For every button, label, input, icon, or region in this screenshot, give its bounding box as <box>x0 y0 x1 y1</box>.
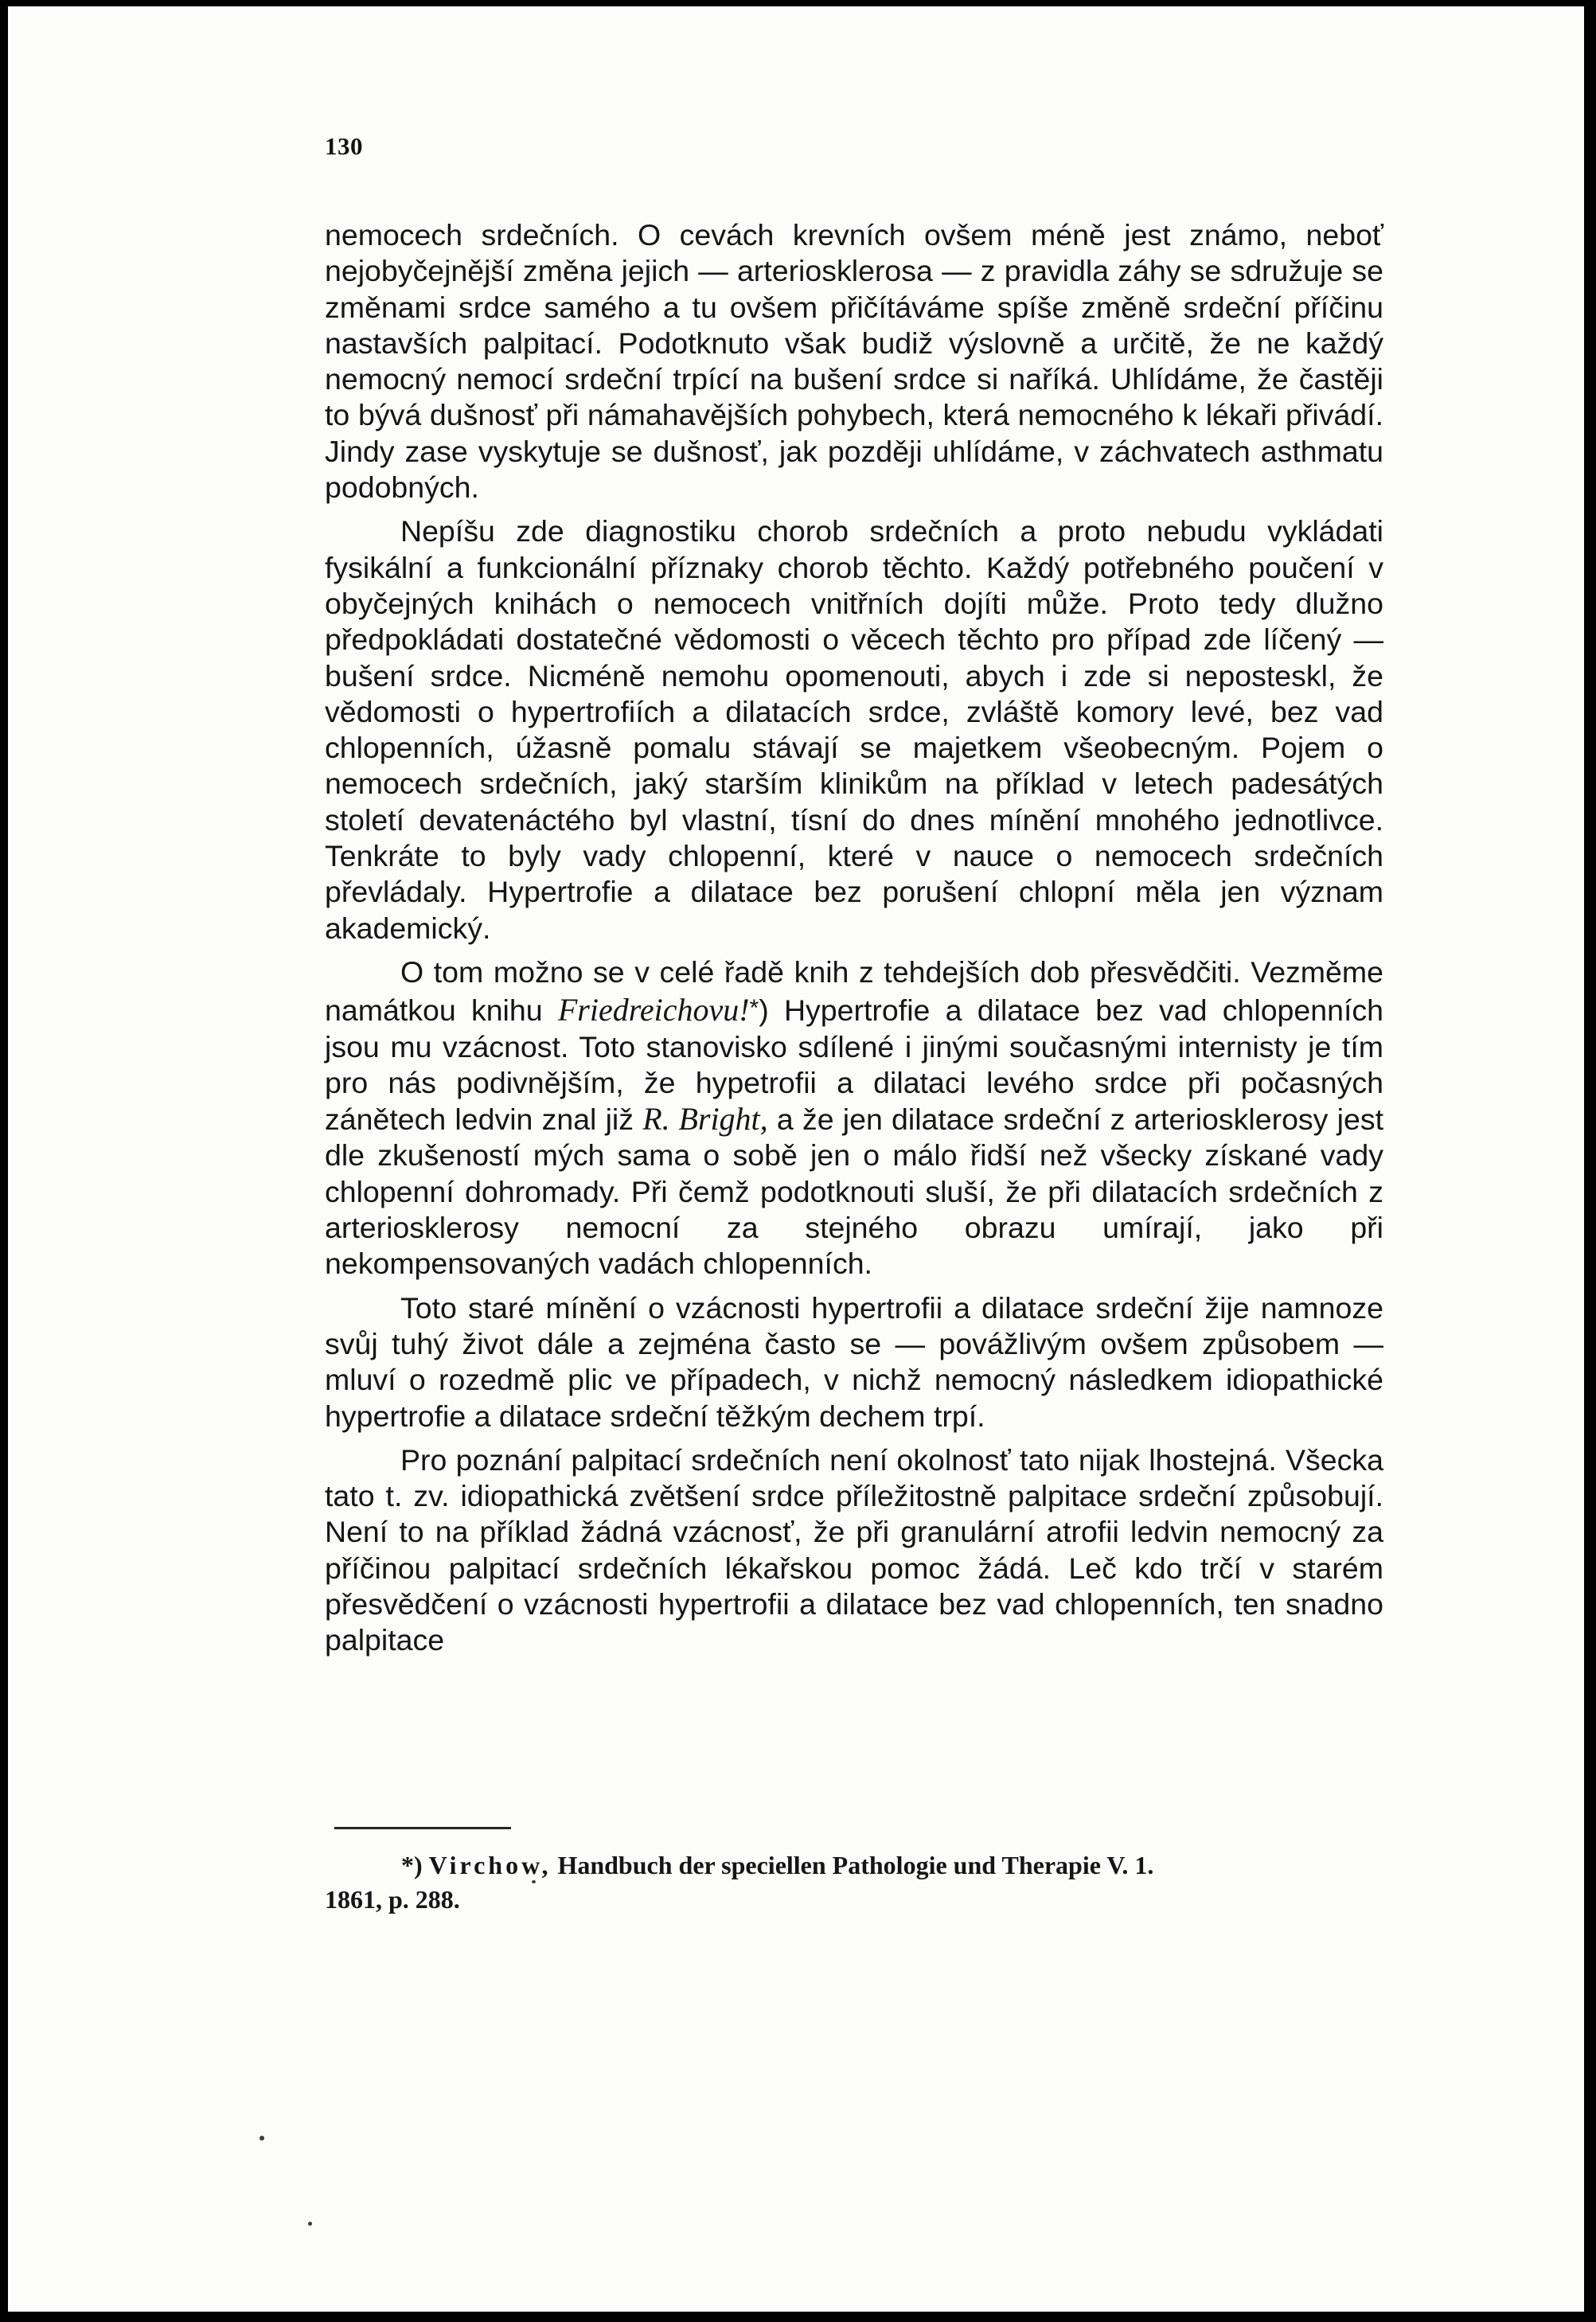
footnote-reference: * <box>749 995 759 1022</box>
text-run: nemocech srdečních. O cevách krevních ovšem méně jest známo, neboť nejobyčejnější změna jejich — arteriosklerosa — z pravidla záhy se sdružuje se změnami srdce samého a tu ovšem přičítáváme spíše změně srdeční příčinu nastavších palpitací. Podotknuto však budiž výslovně a určitě, že ne každý nemocný nemocí srdeční trpící na bušení srdce si naříká. Uhlídáme, že častěji to bývá dušnosť při námahavějších pohybech, která nemocného k lékaři přivádí. Jindy zase vyskytuje se dušnosť, jak později uhlídáme, v záchvatech asthmatu podobných. <box>325 218 1383 505</box>
body-text <box>325 217 1383 1659</box>
footnote-marker: *) <box>401 1851 423 1879</box>
footnote-author: Virchow, <box>428 1851 552 1879</box>
paper-speck <box>532 1880 536 1883</box>
footnote-details: 1861, p. 288. <box>325 1885 460 1914</box>
paragraph-1 <box>325 217 1383 505</box>
text-run: Nepíšu zde diagnostiku chorob srdečních a proto nebudu vykládati fysikální a funkcionální příznaky chorob těchto. Každý potřebného poučení v obyčejných knihách o nemocech vnitřních dojíti může. Proto tedy dlužno předpokládati dostatečné vědomosti o věcech těchto pro případ zde líčený — bušení srdce. Nicméně nemohu opomenouti, abych i zde si neposteskl, že vědomosti o hypertrofiích a dilatacích srdce, zvláště komory levé, bez vad chlopenních, úžasně pomalu stávají se majetkem všeobecným. Pojem o nemocech srdečních, jaký starším klinikům na příklad v letech padesátých století devatenáctého byl vlastní, tísní do dnes mínění mnohého jednotlivce. Tenkráte to byly vady chlopenní, které v nauce o nemocech srdečních převládaly. Hypertrofie a dilatace bez porušení chlopní měla jen význam akademický. <box>325 514 1383 945</box>
text-run: Toto staré mínění o vzácnosti hypertrofii a dilatace srdeční žije namnoze svůj tuhý život dále a zejména často se — povážlivým ovšem způsobem — mluví o rozedmě plic ve případech, v nichž nemocný následkem idiopathické hypertrofie a dilatace srdeční těžkým dechem trpí. <box>325 1290 1383 1433</box>
text-run: a že jen dilatace srdeční z arteriosklerosy jest dle zkušeností mých sama o sobě jen o málo řidší než všecky získané vady chlopenní dohromady. Při čemž podotknouti sluší, že při dilatacích srdečních z arteriosklerosy nemocní za stejného obrazu umírají, jako při nekompensovaných vadách chlopenních. <box>325 1102 1383 1281</box>
paragraph-5 <box>325 1442 1383 1659</box>
footnote <box>325 1848 1383 1917</box>
book-page <box>8 6 1584 2312</box>
paragraph-2 <box>325 513 1383 946</box>
text-run: ) Hypertrofie a dilatace bez vad chlopenních jsou mu vzácnost. Toto stanovisko sdílené i jinými současnými internisty je tím pro nás podivnějším, že hypetrofii a dilataci levého srdce při počasných zánětech ledvin znal již <box>325 993 1383 1137</box>
cited-author-bright: R. Bright, <box>642 1101 768 1138</box>
cited-author-friedreich: Friedreichovu! <box>557 992 750 1028</box>
paper-speck <box>259 2136 264 2141</box>
text-run: Pro poznání palpitací srdečních není okolnosť tato nijak lhostejná. Všecka tato t. zv. idiopathická zvětšení srdce příležitostně palpitace srdeční způsobují. Není to na příklad žádná vzácnosť, že při granulární atrofii ledvin nemocný za příčinou palpitací srdečních lékařskou pomoc žádá. Leč kdo trčí v starém přesvědčení o vzácnosti hypertrofii a dilatace bez vad chlopenních, ten snadno palpitace <box>325 1442 1383 1657</box>
footnote-line-1 <box>325 1848 1383 1883</box>
paragraph-4 <box>325 1290 1383 1434</box>
page-number: 130 <box>325 132 363 160</box>
paper-speck <box>308 2222 312 2226</box>
footnote-title: Handbuch der speciellen Pathologie und Therapie V. 1. <box>557 1851 1154 1879</box>
paragraph-3 <box>325 954 1383 1282</box>
footnote-divider <box>334 1827 511 1829</box>
text-run: O tom možno se v celé řadě knih z tehdejších dob přesvědčiti. Vezměme namátkou knihu <box>325 954 1383 1028</box>
